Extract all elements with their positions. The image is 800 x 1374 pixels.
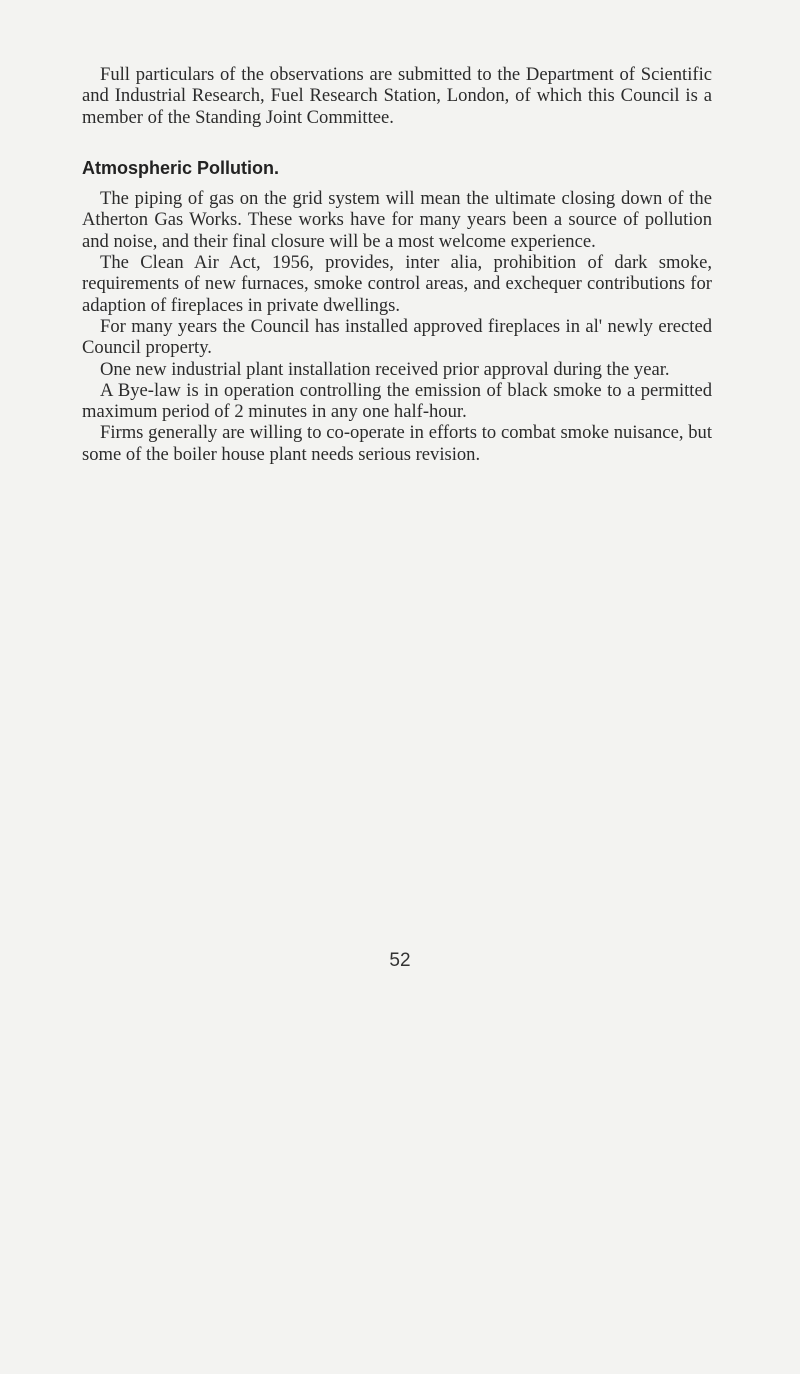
body-paragraph: The Clean Air Act, 1956, provides, inter alia, prohibition of dark smoke, requirements of new furnaces, smoke control areas, and exchequer contributions for adaption of fireplaces in private dwellings. bbox=[82, 252, 712, 316]
body-paragraph: Firms generally are willing to co-operate in efforts to combat smoke nuisance, but some of the boiler house plant needs serious revision. bbox=[82, 422, 712, 465]
body-paragraph: One new industrial plant installation received prior approval during the year. bbox=[100, 358, 670, 380]
section-heading: Atmospheric Pollution. bbox=[82, 157, 280, 178]
body-paragraph: The piping of gas on the grid system will mean the ultimate closing down of the Atherton Gas Works. These works have for many years been a source of pollution and noise, and their final closure will be a most welcome experience. bbox=[82, 188, 712, 252]
intro-paragraph: Full particulars of the observations are submitted to the Department of Scientific and Industrial Research, Fuel Research Station, London, of which this Council is a member of the Standing Joint Committee. bbox=[82, 64, 712, 128]
body-paragraph: A Bye-law is in operation controlling the emission of black smoke to a permitted maximum period of 2 minutes in any one half-hour. bbox=[82, 379, 712, 423]
body-paragraph: For many years the Council has installed approved fireplaces in al' newly erected Council property. bbox=[82, 315, 712, 359]
page-number: 52 bbox=[389, 950, 411, 971]
document-page bbox=[82, 64, 712, 465]
